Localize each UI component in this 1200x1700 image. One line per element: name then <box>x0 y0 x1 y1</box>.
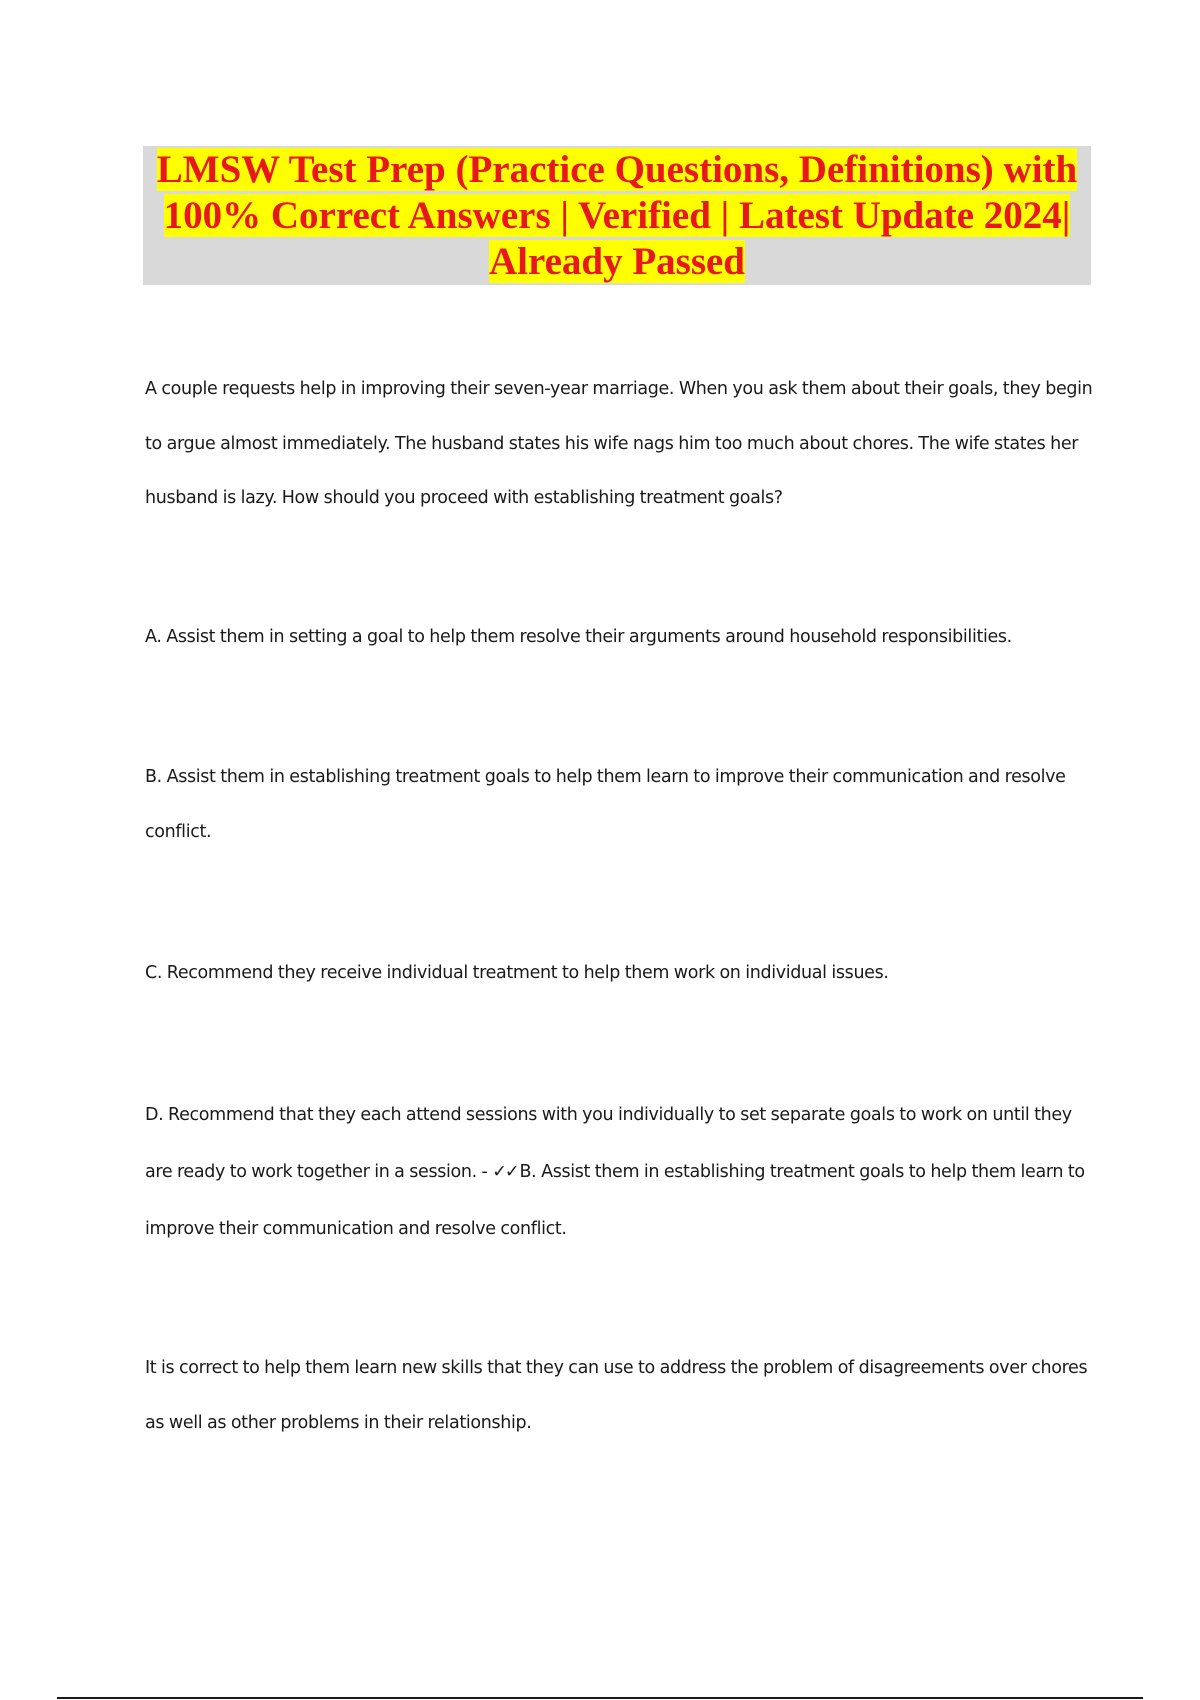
option-b: B. Assist them in establishing treatment goals to help them learn to improve their communication and resolve conflict. <box>145 767 1066 842</box>
correct-answer: B. Assist them in establishing treatment goals to help them learn to improve their communication and resolve conflict. <box>145 1162 1085 1239</box>
question-text: A couple requests help in improving their seven-year marriage. When you ask them about their goals, they begin to argue almost immediately. The husband states his wife nags him too much about chores. The wife states her husband is lazy. How should you proceed with establishing treatment goals? <box>145 379 1093 508</box>
option-c: C. Recommend they receive individual treatment to help them work on individual issues. <box>145 963 889 983</box>
option-a: A. Assist them in setting a goal to help them resolve their arguments around household responsibilities. <box>145 627 1012 647</box>
document-title: LMSW Test Prep (Practice Questions, Definitions) with 100% Correct Answers | Verified | Latest Update 2024| Already Passed <box>156 148 1078 283</box>
title-box <box>143 146 1091 285</box>
footer-divider <box>57 1697 1143 1699</box>
option-d: D. Recommend that they each attend sessions with you individually to set separate goals to work on until they are ready to work together in a session. - <box>145 1105 1072 1182</box>
double-check-icon: ✓✓ <box>492 1162 518 1182</box>
answer-explanation: It is correct to help them learn new skills that they can use to address the problem of disagreements over chores as well as other problems in their relationship. <box>145 1358 1088 1433</box>
option-d-with-answer <box>145 1087 1095 1258</box>
